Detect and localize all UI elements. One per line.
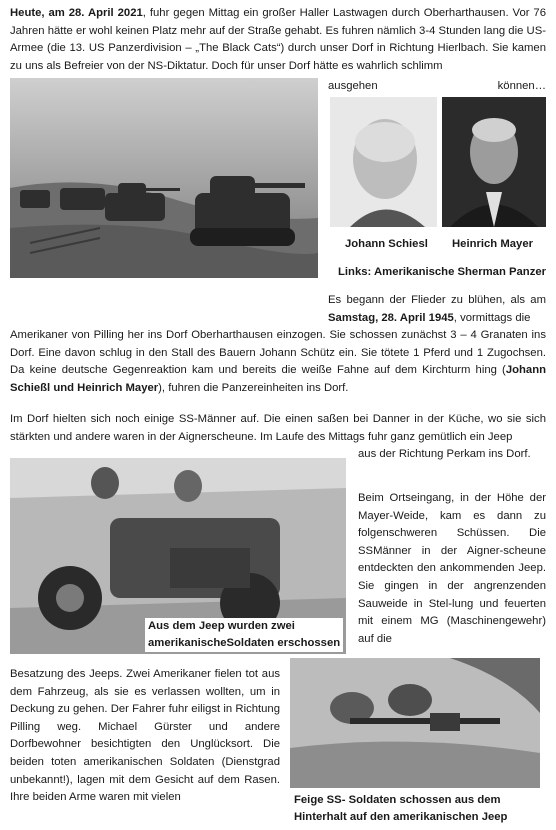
intro-paragraph (10, 5, 546, 75)
intro-text: , fuhr gegen Mittag ein großer Haller Lastwagen durch Oberharthausen. Vor 76 Jahren hätte er wohl keinen Platz mehr auf der Straße gehabt. Es fuhren nämlich 3-4 Stunden lang die US- Armee (die 13. US Panzerdivision – „The Black Cats“) durch unser Dorf in Richtung Hierlbach. Sie kamen zu uns als Befreier von der NS-Diktatur. Doch für unser Dorf hätte es wahrlich schlimm (10, 7, 546, 72)
para2-after-date: , vormittags die (453, 311, 531, 324)
ss-caption-line1: Feige SS- Soldaten schossen aus dem (294, 794, 501, 806)
portrait-caption-mayer: Heinrich Mayer (452, 238, 533, 250)
jeep-caption-line1: Aus dem Jeep wurden zwei (148, 620, 295, 632)
para3-right: aus der Richtung Perkam ins Dorf. (358, 448, 531, 460)
jeep-photo (10, 458, 346, 654)
para4: Beim Ortseingang, in der Höhe der Mayer-Weide, kam es dann zu folgenschweren Schüssen. Die SSMänner in der Aigner-scheune entdeckten den ankommenden Jeep. Sie gingen in der angrenzenden Sauweide in Stel-lung und feuerten mit einem MG (Maschinengewehr) auf die (358, 492, 546, 645)
ss-caption-line2: Hinterhalt auf den amerikanischen Jeep (294, 811, 508, 823)
para2-names: Johann Schießl und Heinrich Mayer (10, 364, 546, 394)
intro-word-koennen: können… (497, 80, 546, 92)
para5: Besatzung des Jeeps. Zwei Amerikaner fielen tot aus dem Fahrzeug, als sie es verlassen wollten, um in Deckung zu gehen. Der Fahrer fuhr eiligst in Richtung Pilling weg. Michael Gürster und andere Dorfbewohner besichtigten den Unglücksort. Die beiden toten amerikanischen Soldaten (Dienstgrad unbekannt!), lagen mit dem Gesicht auf dem Rasen. Ihre beiden Arme waren mit vielen (10, 668, 280, 804)
para2-body (10, 327, 546, 397)
ss-soldiers-photo (290, 658, 540, 788)
portrait-johann-schiesl (330, 97, 437, 227)
portrait-heinrich-mayer (442, 97, 546, 227)
jeep-caption-line2: amerikanischeSoldaten erschossen (148, 637, 341, 649)
para2-rest1: Amerikaner von Pilling her ins Dorf Oberharthausen einzogen. Sie schossen zunächst 3 – 4 Granaten ins Dorf. Eine davon schlug in den Stall des Bauern Johann Schütz ein. Sie tötete 1 Pferd und 1 Zugochsen. Da keine deutsche Gegenreaktion kam und bereits die weiße Fahne auf dem Kirchturm hing ( (10, 329, 546, 377)
intro-date: Heute, am 28. April 2021 (10, 7, 143, 19)
portrait-caption-schiesl: Johann Schiesl (345, 238, 428, 250)
jeep-caption (145, 618, 343, 652)
para2-lead: Es begann der Flieder zu blühen, als am (328, 294, 546, 306)
intro-line-end (328, 78, 546, 96)
tank-caption: Links: Amerikanische Sherman Panzer (338, 266, 547, 278)
sherman-tanks-photo (10, 78, 318, 278)
para2-date: Samstag, 28. April 1945 (328, 311, 454, 324)
para2-rest2: ), fuhren die Panzereinheiten ins Dorf. (158, 381, 349, 394)
para3: Im Dorf hielten sich noch einige SS-Männer auf. Die einen saßen bei Danner in der Küche, wo sie sich stärkten und andere waren in der Aignerscheune. Im Laufe des Mittags fuhr ganz gemütlich ein Jeep (10, 413, 546, 443)
intro-word-ausgehen: ausgehen (328, 80, 378, 92)
ss-caption (294, 792, 507, 826)
para2-right (328, 292, 546, 327)
